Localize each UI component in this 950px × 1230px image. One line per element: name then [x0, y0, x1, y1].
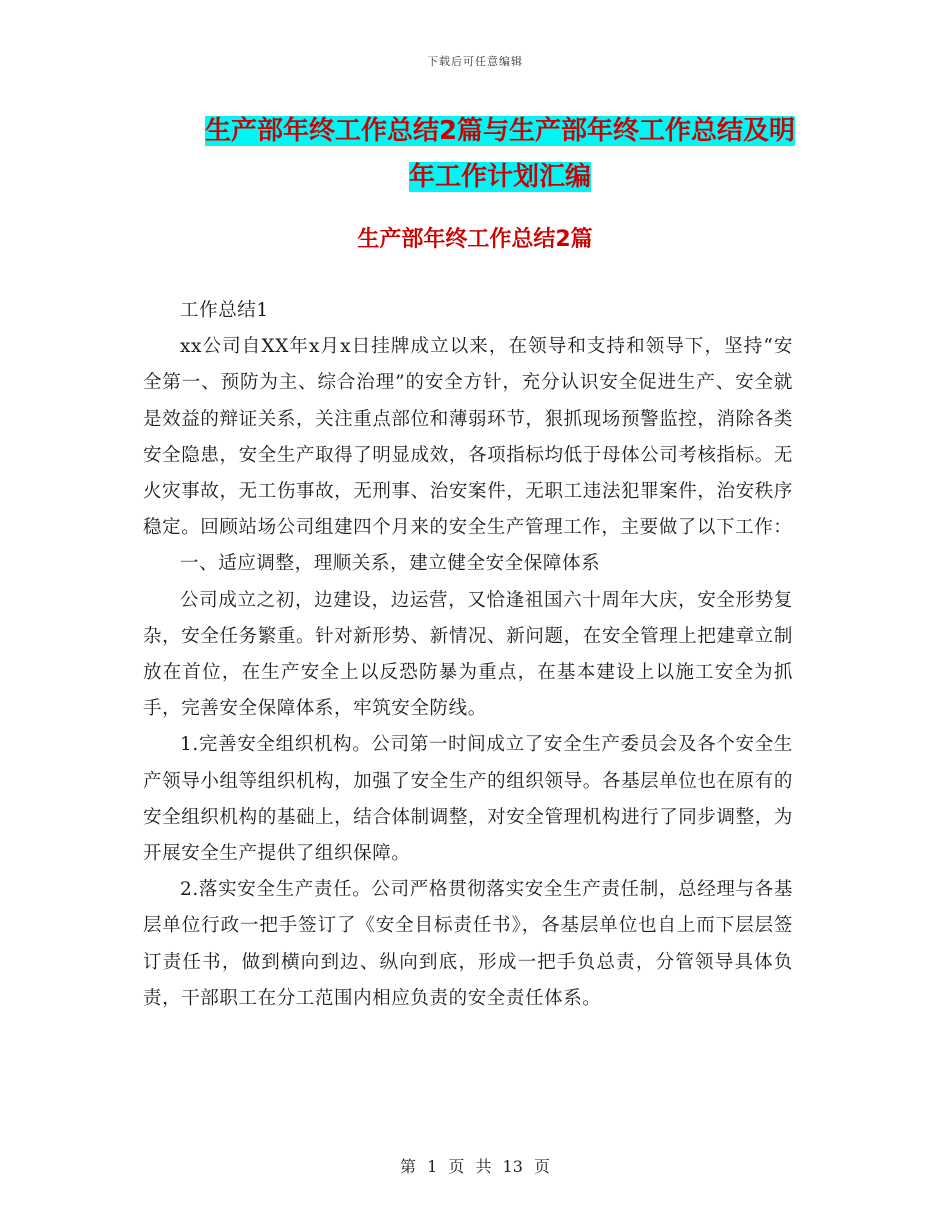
document-body: [143, 293, 793, 1017]
paragraph-intro: xx公司自XX年x月x日挂牌成立以来，在领导和支持和领导下，坚持“安全第一、预防为主、综合治理”的安全方针，充分认识安全促进生产、安全就是效益的辩证关系，关注重点部位和薄弱环节，狠抓现场预警监控，消除各类安全隐患，安全生产取得了明显成效，各项指标均低于母体公司考核指标。无火灾事故，无工伤事故，无刑事、治安案件，无职工违法犯罪案件，治安秩序稳定。回顾站场公司组建四个月来的安全生产管理工作，主要做了以下工作：: [143, 336, 793, 539]
paragraph-section-heading: 一、适应调整，理顺关系，建立健全安全保障体系: [180, 553, 601, 575]
header-note: 下载后可任意编辑: [427, 55, 523, 68]
page-footer: 第 1 页 共 13 页: [400, 1157, 550, 1176]
document-title-line-1: 生产部年终工作总结2篇与生产部年终工作总结及明: [204, 116, 796, 146]
paragraph-item-2: 2.落实安全生产责任。公司严格贯彻落实安全生产责任制，总经理与各基层单位行政一把手签订了《安全目标责任书》，各基层单位也自上而下层层签订责任书，做到横向到边、纵向到底，形成一把手负总责，分管领导具体负责，干部职工在分工范围内相应负责的安全责任体系。: [143, 879, 793, 1009]
paragraph-background: 公司成立之初，边建设，边运营，又恰逢祖国六十周年大庆，安全形势复杂，安全任务繁重。针对新形势、新情况、新问题，在安全管理上把建章立制放在首位，在生产安全上以反恐防暴为重点，在基本建设上以施工安全为抓手，完善安全保障体系，牢筑安全防线。: [143, 589, 793, 720]
document-title-line-2: 年工作计划汇编: [408, 162, 591, 192]
paragraph-item-1: 1.完善安全组织机构。公司第一时间成立了安全生产委员会及各个安全生产领导小组等组织机构，加强了安全生产的组织领导。各基层单位也在原有的安全组织机构的基础上，结合体制调整，对安全管理机构进行了同步调整，为开展安全生产提供了组织保障。: [143, 734, 793, 865]
paragraph-summary-heading: 工作总结1: [180, 300, 269, 321]
document-title: [180, 108, 820, 200]
section-title: 生产部年终工作总结2篇: [357, 227, 593, 252]
